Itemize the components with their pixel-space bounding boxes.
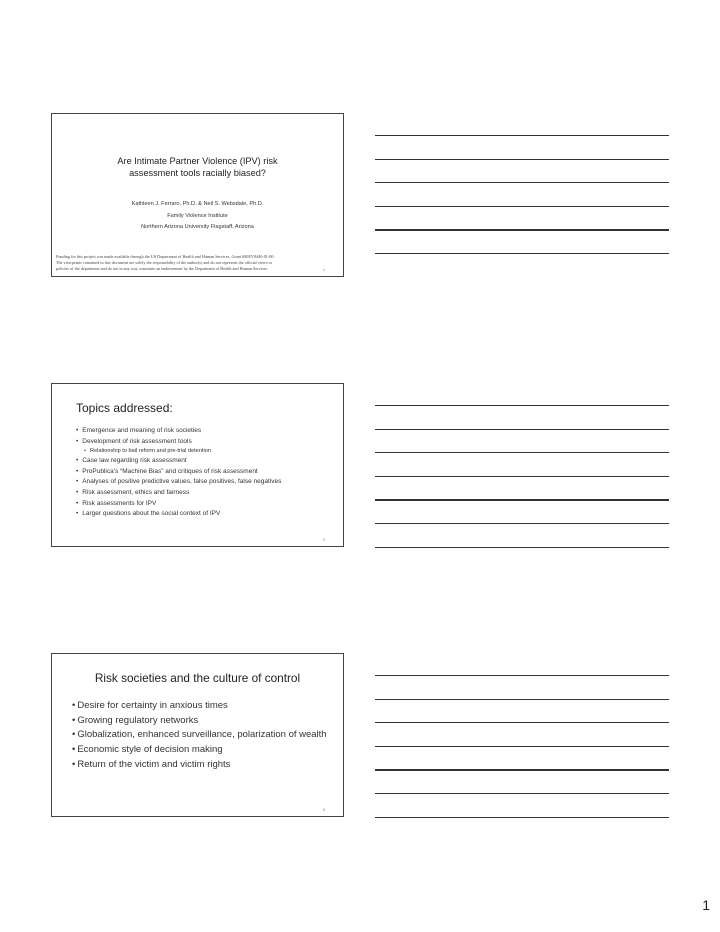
slide-1-thumbnail	[51, 113, 344, 277]
note-line	[375, 405, 669, 406]
slide-1-authors: Kathleen J. Ferraro, Ph.D. & Neil S. Websdale, Ph.D.	[131, 201, 264, 207]
slide-3-thumbnail	[51, 653, 344, 817]
page-number: 1	[702, 897, 710, 913]
slide-1-title	[52, 155, 343, 179]
list-item: • Desire for certainty in anxious times	[72, 699, 335, 714]
slide-1-university: Northern Arizona University Flagstaff, Arizona	[141, 224, 254, 230]
note-line	[375, 452, 669, 453]
note-line	[375, 675, 669, 676]
slide-3-bullet-list	[72, 699, 335, 773]
slide-3-number: 3	[323, 808, 325, 812]
list-item: • Analyses of positive predictive values, false positives, false negatives	[76, 477, 337, 488]
funding-line-2: The viewpoints contained in this document are solely the responsibility of the author(s) and do not represent the official views or	[56, 260, 272, 266]
funding-line-1: Funding for this project was made available through the US Department of Health and Human Services, Grant #90EV0440-01-00.	[56, 254, 275, 259]
slide-1-title-line-1: Are Intimate Partner Violence (IPV) risk	[117, 156, 278, 166]
list-item: • Globalization, enhanced surveillance, polarization of wealth	[72, 728, 335, 743]
note-line	[375, 547, 669, 548]
slide-1-institute: Family Violence Institute	[167, 212, 228, 219]
note-line	[375, 182, 669, 183]
slide-2-thumbnail	[51, 383, 344, 547]
note-line	[375, 135, 669, 136]
list-item: • Larger questions about the social context of IPV	[76, 509, 337, 520]
note-line	[375, 817, 669, 818]
note-line	[375, 722, 669, 723]
list-item: • Risk assessment, ethics and fairness	[76, 488, 337, 499]
sub-list-item: • Relationship to bail reform and pre-trial detention	[76, 447, 337, 456]
list-item: • Development of risk assessment tools	[76, 437, 337, 448]
note-line	[375, 523, 669, 524]
note-line	[375, 476, 669, 477]
note-line	[375, 746, 669, 747]
list-item: • Economic style of decision making	[72, 743, 335, 758]
slide-2-bullet-list	[76, 426, 337, 520]
funding-line-3: policies of the department and do not in any way constitute an endorsement by the Department of Health and Human Services.	[56, 266, 269, 272]
note-line	[375, 699, 669, 700]
note-line	[375, 429, 669, 430]
slide-3-title: Risk societies and the culture of control	[94, 671, 301, 685]
slide-2-title: Topics addressed:	[76, 401, 173, 415]
note-line	[375, 159, 669, 160]
list-item: • Risk assessments for IPV	[76, 499, 337, 510]
note-line	[375, 793, 669, 794]
note-line	[375, 769, 669, 770]
note-line	[375, 499, 669, 500]
slide-1-title-line-2: assessment tools racially biased?	[129, 168, 266, 178]
list-item: • Case law regarding risk assessment	[76, 456, 337, 467]
slide-2-number: 2	[323, 538, 325, 542]
list-item: • ProPublica’s “Machine Bias” and critiques of risk assessment	[76, 467, 337, 478]
slide-1-authors-block	[52, 199, 343, 234]
note-line	[375, 229, 669, 230]
list-item: • Growing regulatory networks	[72, 714, 335, 729]
list-item: • Return of the victim and victim rights	[72, 758, 335, 773]
note-line	[375, 206, 669, 207]
note-line	[375, 253, 669, 254]
slide-1-number: 1	[323, 268, 325, 272]
list-item: • Emergence and meaning of risk societies	[76, 426, 337, 437]
slide-1-funding-note	[56, 254, 333, 273]
